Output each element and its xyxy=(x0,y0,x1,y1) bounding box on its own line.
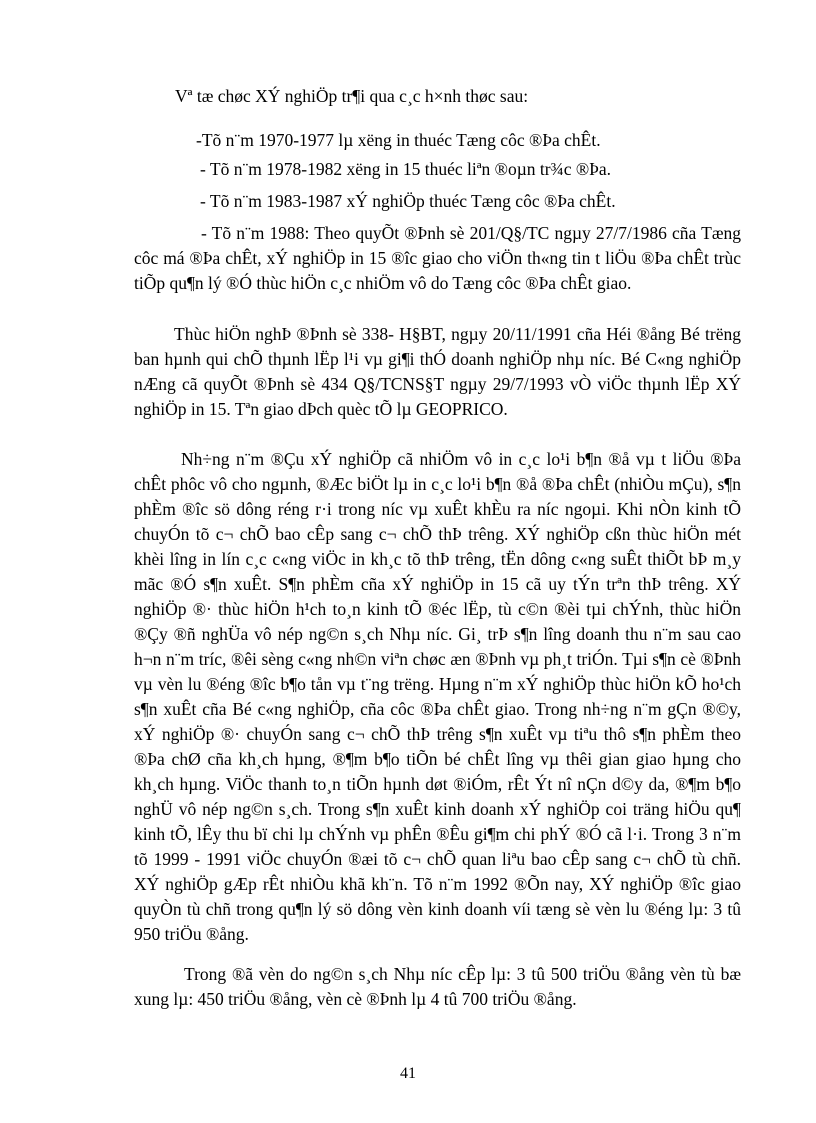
history-item-1970-1977: -Tõ n¨m 1970-1977 lµ xëng in thuéc Tæng côc ®Þa chÊt. xyxy=(196,130,601,150)
intro-paragraph: Vª tæ chøc XÝ nghiÖp tr¶i qua c¸c h×nh thøc sau: xyxy=(175,86,529,106)
operations-paragraph: Nh÷ng n¨m ®Çu xÝ nghiÖp cã nhiÖm vô in c¸c lo¹i b¶n ®å vµ t liÖu ®Þa chÊt phôc vô cho ngµnh, ®Æc biÖt lµ in c¸c lo¹i b¶n ®å ®Þa chÊt (nhiÒu mÇu), s¶n phÈm ®îc sö dông réng r·i trong níc vµ xuÊt khÈu ra níc ngoµi. Khi nÒn kinh tÕ chuyÓn tõ c¬ chÕ bao cÊp sang c¬ chÕ thÞ trêng. XÝ nghiÖp cßn thùc hiÖn mét khèi lîng in lín c¸c c«ng viÖc in kh¸c tõ thÞ trêng, tËn dông c«ng suÊt thiÕt bÞ m¸y mãc ®Ó s¶n xuÊt. S¶n phÈm cña xÝ nghiÖp in 15 cã uy tÝn trªn thÞ trêng. XÝ nghiÖp ®· thùc hiÖn h¹ch to¸n kinh tÕ ®éc lËp, tù c©n ®èi tµi chÝnh, thùc hiÖn ®Çy ®ñ nghÜa vô nép ng©n s¸ch Nhµ níc. Gi¸ trÞ s¶n lîng doanh thu n¨m sau cao h¬n n¨m tríc, ®êi sèng c«ng nh©n viªn chøc æn ®Þnh vµ ph¸t triÓn. Tµi s¶n cè ®Þnh vµ vèn lu ®éng ®îc b¶o tån vµ t¨ng trëng. Hµng n¨m xÝ nghiÖp thùc hiÖn kÕ ho¹ch s¶n xuÊt cña Bé c«ng nghiÖp, cña côc ®Þa chÊt giao. Trong nh÷ng n¨m gÇn ®©y, xÝ nghiÖp ®· chuyÓn sang c¬ chÕ thÞ trêng s¶n xuÊt vµ tiªu thô s¶n phÈm theo ®Þa chØ cña kh¸ch hµng, ®¶m b¶o tiÕn bé chÊt lîng vµ thêi gian giao hµng cho kh¸ch hµng. ViÖc thanh to¸n tiÕn hµnh døt ®iÓm, rÊt Ýt nî nÇn d©y da, ®¶m b¶o nghÜ vô nép ng©n s¸ch. Trong s¶n xuÊt kinh doanh xÝ nghiÖp coi träng hiÖu qu¶ kinh tÕ, lÊy thu bï chi lµ chÝnh vµ phÊn ®Êu gi¶m chi phÝ ®Ó cã l·i. Trong 3 n¨m tõ 1999 - 1991 viÖc chuyÓn ®æi tõ c¬ chÕ quan liªu bao cÊp sang c¬ chÕ tù chñ. XÝ nghiÖp gÆp rÊt nhiÒu khã kh¨n. Tõ n¨m 1992 ®Õn nay, XÝ nghiÖp ®îc giao quyÒn tù chñ trong qu¶n lý sö dông vèn kinh doanh víi tæng sè vèn lu ®éng lµ: 3 tû 950 triÖu ®ång. xyxy=(134,449,741,944)
history-item-1988: - Tõ n¨m 1988: Theo quyÕt ®Þnh sè 201/Q§/TC ngµy 27/7/1986 cña Tæng côc má ®Þa chÊt, xÝ nghiÖp in 15 ®îc giao cho viÖn th«ng tin t liÖu ®Þa chÊt trùc tiÕp qu¶n lý ®Ó thùc hiÖn c¸c nhiÖm vô do Tæng côc ®Þa chÊt giao. xyxy=(134,223,741,293)
decree-paragraph: Thùc hiÖn nghÞ ®Þnh sè 338- H§BT, ngµy 20/11/1991 cña Héi ®ång Bé trëng ban hµnh qui chÕ thµnh lËp l¹i vµ gi¶i thÓ doanh nghiÖp nhµ níc. Bé C«ng nghiÖp nÆng cã quyÕt ®Þnh sè 434 Q§/TCNS§T ngµy 29/7/1993 vÒ viÖc thµnh lËp XÝ nghiÖp in 15. Tªn giao dÞch quèc tÕ lµ GEOPRICO. xyxy=(134,324,741,419)
capital-paragraph: Trong ®ã vèn do ng©n s¸ch Nhµ níc cÊp lµ: 3 tû 500 triÖu ®ång vèn tù bæ xung lµ: 450 triÖu ®ång, vèn cè ®Þnh lµ 4 tû 700 triÖu ®ång. xyxy=(134,964,741,1009)
page-number: 41 xyxy=(400,1065,416,1082)
history-item-1983-1987: - Tõ n¨m 1983-1987 xÝ nghiÖp thuéc Tæng côc ®Þa chÊt. xyxy=(200,191,616,211)
history-item-1978-1982: - Tõ n¨m 1978-1982 xëng in 15 thuéc liªn ®oµn tr¾c ®Þa. xyxy=(200,159,612,179)
